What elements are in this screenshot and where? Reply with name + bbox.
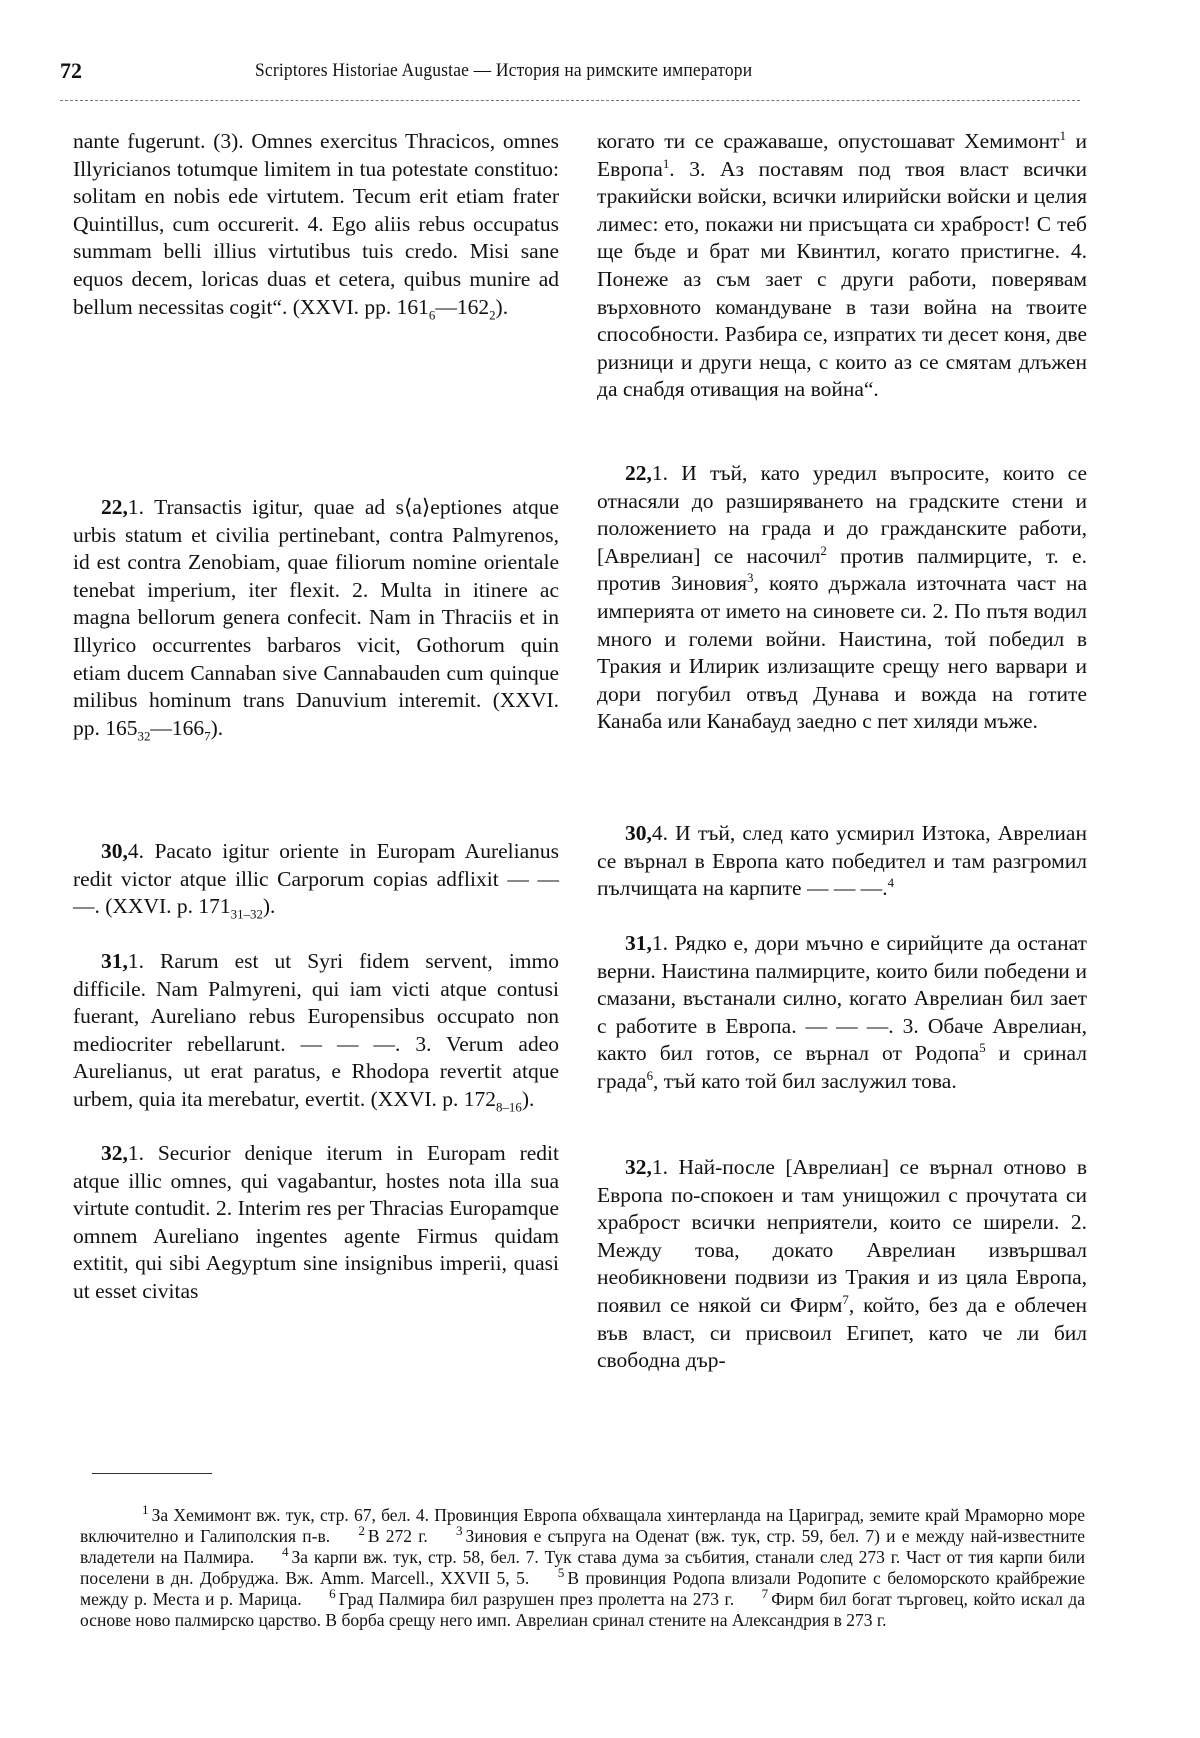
footnote [358,1523,428,1546]
paragraph-text: против палмирците, т. е. против Зиновия [597,543,1087,596]
header-rule [60,100,1080,101]
footnote-paragraph [80,1502,1086,1631]
translation-paragraph [597,1154,1087,1375]
paragraph-text: 1. Рядко е, дори мъчно е сирийците да останат верни. Наистина палмирците, които били победени и смазани, въстанали силно, когато Аврелиан бил зает с работите в Европа. — — —. 3. Обаче Аврелиан, както бил готов, се върнал от Родопа [597,931,1087,1066]
page-ref-end: ). [210,715,224,740]
paragraph-text: , която държала източната част на империята от името на синовете си. 2. По пътя водил много и големи войни. Наистина, той победил в Тракия и Илирик излизащите срещу него варвари и дори погубил отвъд Дунава и вожда на готите Канаба или Канабауд заедно с пет хиляди мъже. [597,571,1087,734]
paragraph-text: 1. Transactis igitur, quae ad s⟨a⟩eptiones atque urbis statum et civilia pertinebant, contra Palmyrenos, id est contra Zenobiam, quae filiorum nomine orientale tenebat imperium, iter flexit. 2. Multa in itinere ac magna bellorum genera confecit. Nam in Thraciis et in Illyrico occurrentes barbaros vicit, Gothorum quin etiam ducem Cannaban sive Cannabauden cum quinque milibus hominum trans Danuvium interemit. (XXVI. pp. 165 [73,495,559,740]
page-ref: —166 [150,715,205,740]
latin-paragraph [73,838,559,921]
page-header [60,58,1060,88]
section-number: 31, [101,949,128,973]
paragraph-text: 4. Pacato igitur oriente in Europam Aurelianus redit victor atque illic Carporum copias adflixit — — —. (XXVI. p. 171 [73,839,559,919]
translation-paragraph [597,128,1087,404]
page-ref-sub: 32 [137,729,151,744]
section-number: 32, [625,1155,652,1179]
translation-paragraph [597,820,1087,903]
paragraph-text: nante fugerunt. (3). Omnes exercitus Thracicos, omnes Illyricianos totumque limitem in tua potestate constituo: solitam en nobis ede virtutem. Tecum erit etiam frater Quintillus, cum occurerit. 4. Ego aliis rebus occupatus summam belli illius virtutibus tuis credo. Misi sane equos decem, loricas duas et cetera, quibus munire ad bellum necessitas cogit“. (XXVI. pp. 161 [73,129,559,319]
footnote-text: Фирм бил богат търговец, който искал да основе ново палмирско царство. В борба срещу него имп. Аврелиан сринал стените на Александрия в 273 г. [80,1589,1086,1630]
footnote-number: 7 [761,1586,769,1602]
translation-paragraph [597,930,1087,1096]
section-number: 22, [625,461,652,485]
paragraph-text: когато ти се сражаваше, опустошават Хемимонт [597,129,1060,153]
page-ref-end: ). [262,894,276,919]
latin-paragraph [73,948,559,1114]
paragraph-text: и сринал града [597,1041,1087,1093]
footnote-text: За Хемимонт вж. тук, стр. 67, бел. 4. Провинция Европа обхващала хинтерланда на Цариград, земите край Мраморно море включително и Галиполския п-в. [80,1505,1085,1546]
latin-paragraph [73,128,559,321]
page-ref-end: ). [495,294,509,319]
paragraph-text: , тъй като той бил заслужил това. [653,1068,957,1093]
footnote-rule [92,1473,212,1474]
footnote-ref[interactable]: 6 [646,1068,654,1083]
paragraph-text: . 3. Аз поставям под твоя власт всички тракийски войски, всички илирийски войски и целия лимес: ето, покажи ни присъщата си храброст! С теб ще бъде и брат ми Квинтил, когато пристигне. 4. Понеже аз съм зает с други работи, поверявам върховното командуване в тази война на твоите способности. Разбира се, изпратих ти десет коня, две ризници и други неща, с които аз се смятам длъжен да снабдя отиващия на война“. [597,156,1087,402]
footnote-text: Зиновия е съпруга на Оденат (вж. тук, стр. 59, бел. 7) и е между най-известните владетели на Палмира. [80,1526,1085,1567]
translation-paragraph [597,460,1087,736]
paragraph-text: 1. Securior denique iterum in Europam redit atque illic omnes, qui vagabantur, hostes nota illa sua virtute contudit. 2. Interim res per Thracias Europamque omnem Aureliano ingentes agente Firmus quidam extitit, qui sibi Aegyptum sine insignibus imperii, quasi ut esset civitas [73,1141,559,1303]
paragraph-text: 1. И тъй, като уредил въпросите, които се отнасяли до разширяването на градските стени и положението на града и до гражданските работи, [Аврелиан] се насочил [597,461,1087,568]
footnote-number: 6 [329,1586,336,1602]
footnote-ref[interactable]: 3 [747,571,754,586]
footnote-text: В 272 г. [367,1526,428,1546]
page-ref: —162 [435,294,490,319]
footnote-text: За карпи вж. тук, стр. 58, бел. 7. Тук става дума за събития, станали след 273 г. Част от тия карпи били поселени в дн. Добруджа. Вж. Amm. Marcell., XXVII 5, 5. [80,1547,1085,1588]
page-ref-sub: 31–32 [230,907,263,922]
footnote-ref[interactable]: 1 [1059,128,1067,143]
footnote-text: Град Палмира бил разрушен през пролетта на 273 г. [338,1589,735,1609]
section-number: 22, [101,495,128,519]
paragraph-text: , който, без да е облечен във власт, си присвоил Египет, като че ли бил свободна дър- [597,1292,1088,1373]
footnote-ref[interactable]: 7 [842,1292,849,1307]
latin-paragraph [73,1140,559,1306]
footnote-ref[interactable]: 4 [887,876,895,891]
section-number: 30, [101,839,128,863]
footnote-text: В провинция Родопа влизали Родопите с беломорското крайбрежие между р. Места и р. Марица. [80,1568,1085,1609]
section-number: 30, [625,821,652,845]
latin-paragraph [73,494,559,742]
paragraph-text: 1. Най-после [Аврелиан] се върнал отново в Европа по-спокоен и там унищожил с прочутата си храброст всички неприятели, които се ширели. 2. Между това, докато Аврелиан извършвал необикновени подвизи из Тракия и из цяла Европа, появил се някой си Фирм [597,1155,1087,1317]
paragraph-text: и Европа [597,129,1087,181]
page-ref-end: ). [521,1086,535,1111]
footnote [329,1586,735,1609]
page-ref-sub: 6 [428,307,436,322]
footnote-number: 5 [557,1565,565,1581]
footnote-number: 2 [358,1523,365,1539]
section-number: 31, [625,931,652,955]
section-number: 32, [101,1141,128,1165]
footnote-ref[interactable]: 1 [662,156,670,171]
page-ref-sub: 2 [489,307,496,322]
paragraph-text: 1. Rarum est ut Syri fidem servent, immo difficile. Nam Palmyreni, qui iam victi atque contusi fuerant, Aureliano rebus Europensibus occupato non mediocriter rebellarunt. — — —. 3. Verum adeo Aurelianus, ut erat paratus, e Rhodopa revertit atque urbem, quia ita merebatur, evertit. (XXVI. p. 172 [73,949,559,1111]
footnote-number: 4 [281,1544,289,1560]
footnotes [80,1502,1086,1631]
footnote-number: 3 [455,1523,463,1539]
running-title: Scriptores Historiae Augustae — История на римските императори [255,60,753,81]
footnote-ref[interactable]: 2 [820,543,827,558]
paragraph-text: 4. И тъй, след като усмирил Изтока, Аврелиан се върнал в Европа като победител и там разгромил пълчищата на карпите — — —. [597,821,1087,901]
page-ref-sub: 8–16 [496,1100,522,1115]
page-ref-sub: 7 [204,729,211,744]
footnote-number: 1 [142,1502,149,1518]
page-number: 72 [60,58,82,83]
footnote-ref[interactable]: 5 [979,1041,986,1056]
